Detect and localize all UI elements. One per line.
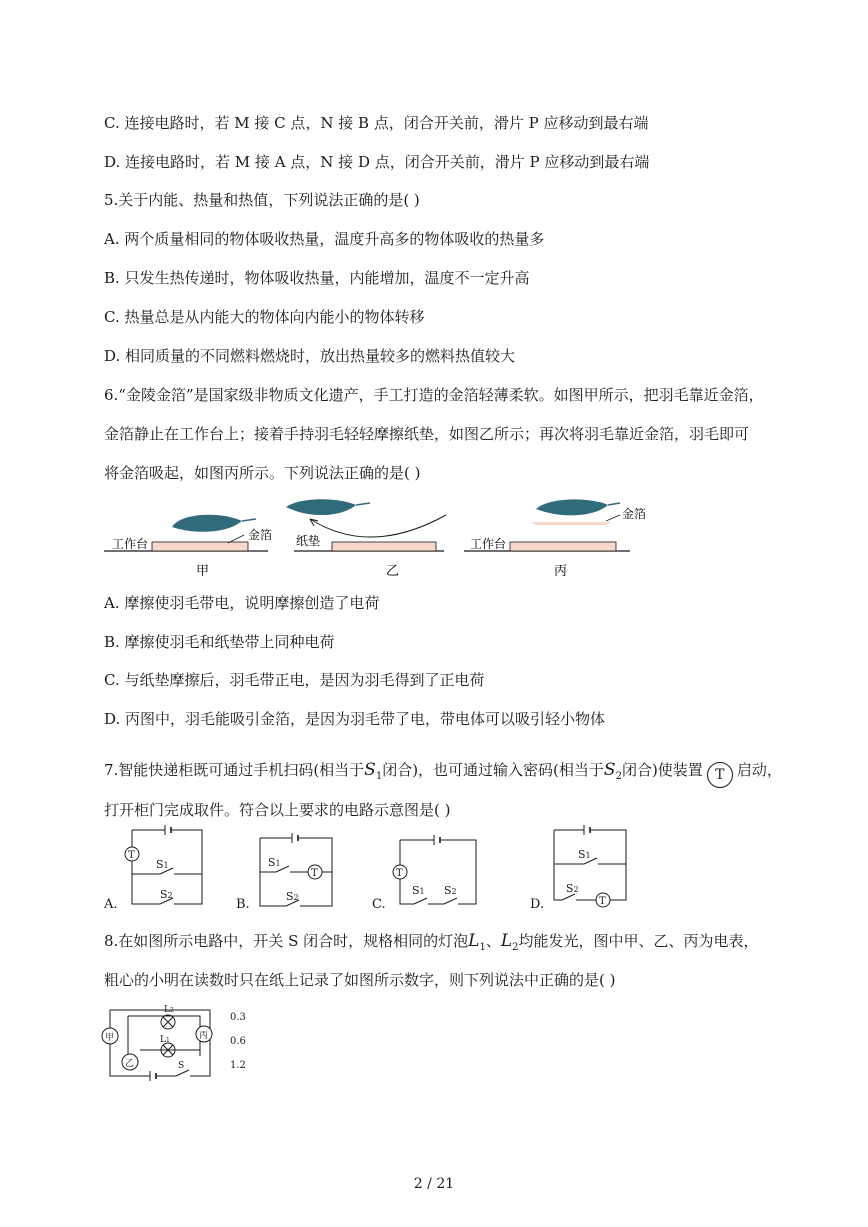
q7-stem-1 xyxy=(104,760,782,788)
page-number: 2 / 21 xyxy=(413,1176,455,1192)
svg-text:S2: S2 xyxy=(286,890,299,903)
q6-stem-3: 将金箔吸起，如图丙所示。下列说法正确的是( ) xyxy=(104,464,421,482)
q4-option-c: C. 连接电路时，若 M 接 C 点，N 接 B 点，闭合开关前，滑片 P 应移动到最右端 xyxy=(104,114,649,132)
fig6-jia xyxy=(104,515,272,579)
q7-text-3: 闭合)使装置 xyxy=(621,761,703,779)
svg-text:S2: S2 xyxy=(566,882,579,895)
q7-text-4: 启动， xyxy=(736,761,782,779)
svg-text:乙: 乙 xyxy=(125,1059,135,1069)
q7-figure xyxy=(100,824,740,916)
feather-icon xyxy=(536,499,608,515)
q8-text-2: 均能发光，图中甲、乙、丙为电表， xyxy=(518,932,759,950)
option-b-label: B. xyxy=(236,897,250,912)
q5-stem: 5.关于内能、热量和热值，下列说法正确的是( ) xyxy=(104,191,420,209)
q4-option-d: D. 连接电路时，若 M 接 A 点，N 接 D 点，闭合开关前，滑片 P 应移动到最右端 xyxy=(104,153,650,171)
q8-l1-symbol: L xyxy=(468,931,480,951)
q7-s2-sub: 2 xyxy=(615,771,622,782)
fig6-caption-jia: 甲 xyxy=(196,564,210,579)
q8-sep: 、 xyxy=(485,932,501,950)
svg-text:S1: S1 xyxy=(412,884,425,897)
circuit-a[interactable] xyxy=(103,825,202,912)
fig6-caption-yi: 乙 xyxy=(386,564,400,579)
q8-stem-1 xyxy=(104,931,759,958)
q8-text-1: 8.在如图所示电路中，开关 S 闭合时，规格相同的灯泡 xyxy=(104,932,469,950)
fig6-workbench-label-1: 工作台 xyxy=(112,537,149,551)
q5-option-d: D. 相同质量的不同燃料燃烧时，放出热量较多的燃料热值较大 xyxy=(104,347,516,365)
q7-s1-sub: 1 xyxy=(375,771,383,782)
svg-text:L1: L1 xyxy=(160,1035,170,1045)
q7-s2-symbol: S xyxy=(603,760,616,780)
reading-1: 0.3 xyxy=(230,1012,246,1023)
q6-stem-1: 6.“金陵金箔”是国家级非物质文化遗产，手工打造的金箔轻薄柔软。如图甲所示，把羽毛靠近金箔， xyxy=(104,386,764,404)
q7-stem-2: 打开柜门完成取件。符合以上要求的电路示意图是( ) xyxy=(104,801,451,819)
q5-option-a: A. 两个质量相同的物体吸收热量，温度升高多的物体吸收的热量多 xyxy=(104,230,545,248)
fig6-yi xyxy=(286,499,446,579)
svg-text:T: T xyxy=(128,850,135,861)
feather-icon xyxy=(286,499,356,515)
q6-option-d: D. 丙图中，羽毛能吸引金箔，是因为羽毛带了电，带电体可以吸引轻小物体 xyxy=(104,710,606,728)
svg-text:S2: S2 xyxy=(160,888,173,901)
svg-text:T: T xyxy=(311,868,318,879)
circuit-c[interactable] xyxy=(372,835,476,912)
q6-option-c: C. 与纸垫摩擦后，羽毛带正电，是因为羽毛得到了正电荷 xyxy=(104,671,485,689)
q6-figure xyxy=(100,495,660,580)
q7-text-1: 7.智能快递柜既可通过手机扫码(相当于 xyxy=(104,761,365,779)
reading-3: 1.2 xyxy=(230,1060,246,1071)
q8-stem-2: 粗心的小明在读数时只在纸上记录了如图所示数字，则下列说法中正确的是( ) xyxy=(104,971,616,989)
svg-text:T: T xyxy=(396,868,403,879)
svg-text:S1: S1 xyxy=(156,858,169,871)
device-t-icon: T xyxy=(707,762,733,788)
fig6-gold-foil-label-1: 金箔 xyxy=(248,528,273,542)
feather-icon xyxy=(172,515,242,532)
fig6-bing xyxy=(464,499,646,579)
svg-text:S2: S2 xyxy=(444,884,457,897)
option-a-label: A. xyxy=(104,897,118,912)
q5-option-b: B. 只发生热传递时，物体吸收热量，内能增加，温度不一定升高 xyxy=(104,269,530,287)
q8-l2-sub: 2 xyxy=(512,942,519,953)
q6-option-a: A. 摩擦使羽毛带电，说明摩擦创造了电荷 xyxy=(104,594,380,612)
svg-text:S1: S1 xyxy=(268,856,281,869)
svg-text:S: S xyxy=(178,1061,185,1071)
fig6-paper-pad-label: 纸垫 xyxy=(296,534,321,548)
svg-text:S1: S1 xyxy=(578,848,591,861)
fig6-caption-bing: 丙 xyxy=(554,564,568,579)
q6-stem-2: 金箔静止在工作台上；接着手持羽毛轻轻摩擦纸垫，如图乙所示；再次将羽毛靠近金箔，羽毛即可 xyxy=(104,425,750,443)
svg-text:T: T xyxy=(599,896,606,907)
option-d-label: D. xyxy=(530,897,545,912)
q6-option-b: B. 摩擦使羽毛和纸垫带上同种电荷 xyxy=(104,633,335,651)
circuit-b[interactable] xyxy=(236,833,332,912)
svg-text:L2: L2 xyxy=(164,1005,174,1015)
option-c-label: C. xyxy=(372,897,386,912)
q8-figure xyxy=(100,1000,260,1084)
q7-text-2: 闭合)，也可通过输入密码(相当于 xyxy=(382,761,604,779)
q8-l2-symbol: L xyxy=(500,931,513,951)
svg-text:丙: 丙 xyxy=(199,1031,209,1041)
reading-2: 0.6 xyxy=(230,1036,246,1047)
q7-s1-symbol: S xyxy=(364,760,376,780)
q8-l1-sub: 1 xyxy=(479,942,486,953)
q5-option-c: C. 热量总是从内能大的物体向内能小的物体转移 xyxy=(104,308,425,326)
circuit-d[interactable] xyxy=(530,825,626,912)
svg-text:甲: 甲 xyxy=(105,1033,115,1043)
fig6-gold-foil-label-2: 金箔 xyxy=(622,507,647,521)
fig6-workbench-label-2: 工作台 xyxy=(470,537,507,551)
